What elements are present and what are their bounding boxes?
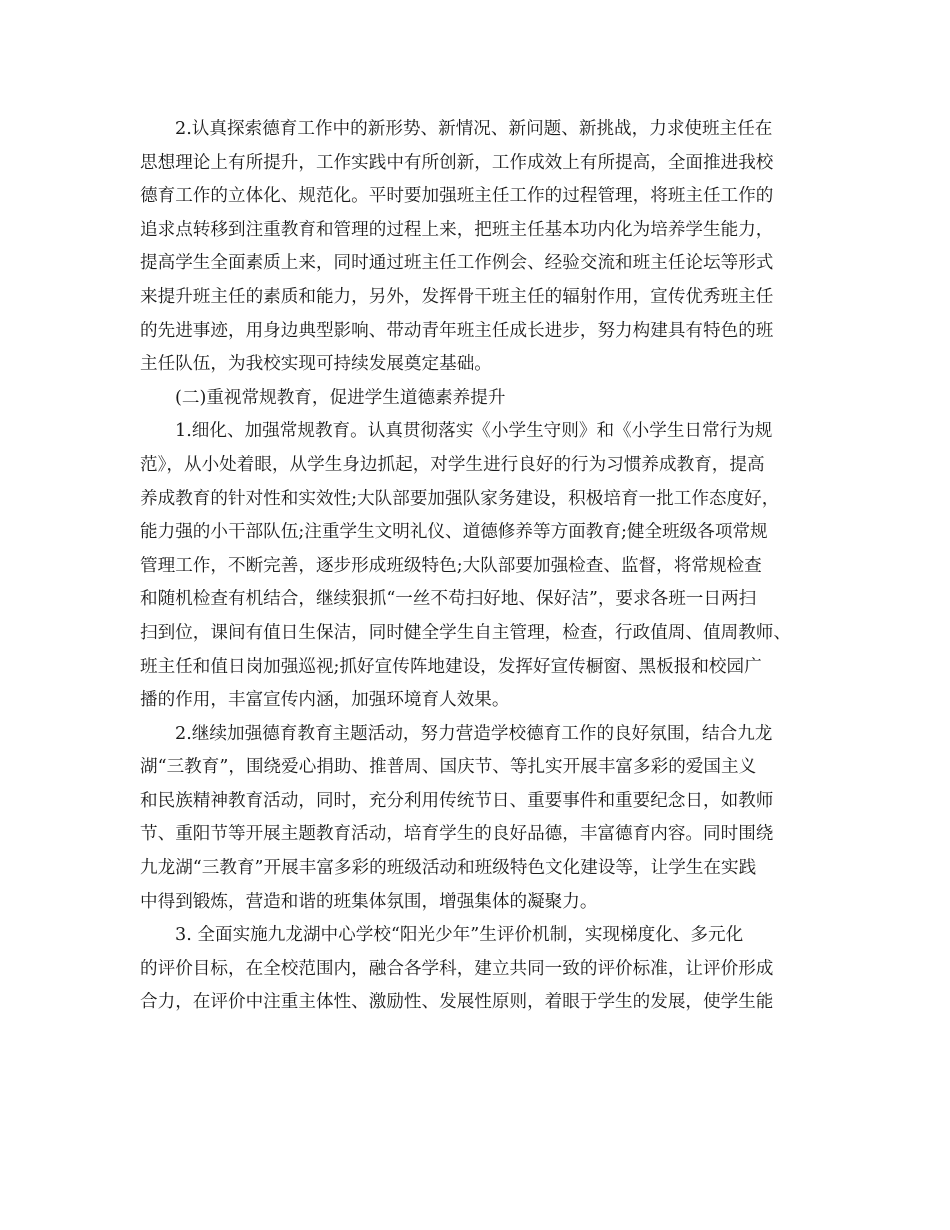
text-line: 1.细化、加强常规教育。认真贯彻落实《小学生守则》和《小学生日常行为规 (175, 421, 773, 442)
text-line: 九龙湖“三教育”开展丰富多彩的班级活动和班级特色文化建设等，让学生在实践 (140, 858, 757, 879)
paragraph-class-teacher-exploration (140, 113, 820, 382)
text-line: 来提升班主任的素质和能力，另外，发挥骨干班主任的辐射作用，宣传优秀班主任 (140, 286, 774, 307)
section-heading-routine-education (140, 382, 820, 416)
paragraph-theme-activities (140, 718, 820, 920)
text-line: 扫到位，课间有值日生保洁，同时健全学生自主管理，检查，行政值周、值周教师、 (140, 622, 791, 643)
text-line: 节、重阳节等开展主题教育活动，培育学生的良好品德，丰富德育内容。同时围绕 (140, 824, 774, 845)
text-line: 播的作用，丰富宣传内涵，加强环境育人效果。 (140, 690, 510, 711)
text-line: 能力强的小干部队伍;注重学生文明礼仪、道德修养等方面教育;健全班级各项常规 (140, 522, 768, 543)
text-line: 班主任和值日岗加强巡视;抓好宣传阵地建设，发挥好宣传橱窗、黑板报和校园广 (140, 656, 762, 677)
paragraph-routine-education (140, 415, 820, 717)
text-line: 中得到锻炼，营造和谐的班集体氛围，增强集体的凝聚力。 (140, 891, 598, 912)
text-line: 合力，在评价中注重主体性、激励性、发展性原则，着眼于学生的发展，使学生能 (140, 992, 774, 1013)
text-line: 提高学生全面素质上来，同时通过班主任工作例会、经验交流和班主任论坛等形式 (140, 253, 774, 274)
text-line: 2.继续加强德育教育主题活动，努力营造学校德育工作的良好氛围，结合九龙 (175, 723, 773, 744)
section-heading: (二)重视常规教育，促进学生道德素养提升 (175, 387, 506, 408)
text-line: 和随机检查有机结合，继续狠抓“一丝不苟扫好地、保好洁”，要求各班一日两扫 (140, 589, 757, 610)
text-line: 3. 全面实施九龙湖中心学校“阳光少年”生评价机制，实现梯度化、多元化 (175, 925, 744, 946)
paragraph-evaluation-mechanism (140, 919, 820, 1020)
text-line: 养成教育的针对性和实效性;大队部要加强队家务建设，积极培育一批工作态度好， (140, 488, 780, 509)
text-line: 追求点转移到注重教育和管理的过程上来，把班主任基本功内化为培养学生能力， (140, 219, 774, 240)
text-line: 思想理论上有所提升，工作实践中有所创新，工作成效上有所提高，全面推进我校 (140, 152, 774, 173)
text-line: 主任队伍，为我校实现可持续发展奠定基础。 (140, 354, 492, 375)
text-line: 的评价目标，在全校范围内，融合各学科，建立共同一致的评价标准，让评价形成 (140, 958, 774, 979)
text-line: 范》，从小处着眼，从学生身边抓起，对学生进行良好的行为习惯养成教育，提高 (140, 454, 765, 475)
text-line: 德育工作的立体化、规范化。平时要加强班主任工作的过程管理，将班主任工作的 (140, 186, 774, 207)
text-line: 的先进事迹，用身边典型影响、带动青年班主任成长进步，努力构建具有特色的班 (140, 320, 774, 341)
document-body (140, 113, 820, 1020)
text-line: 管理工作，不断完善，逐步形成班级特色;大队部要加强检查、监督，将常规检查 (140, 555, 762, 576)
text-line: 和民族精神教育活动，同时，充分利用传统节日、重要事件和重要纪念日，如教师 (140, 790, 774, 811)
text-line: 湖“三教育”，围绕爱心捐助、推普周、国庆节、等扎实开展丰富多彩的爱国主义 (140, 757, 757, 778)
text-line: 2.认真探索德育工作中的新形势、新情况、新问题、新挑战，力求使班主任在 (175, 119, 773, 139)
